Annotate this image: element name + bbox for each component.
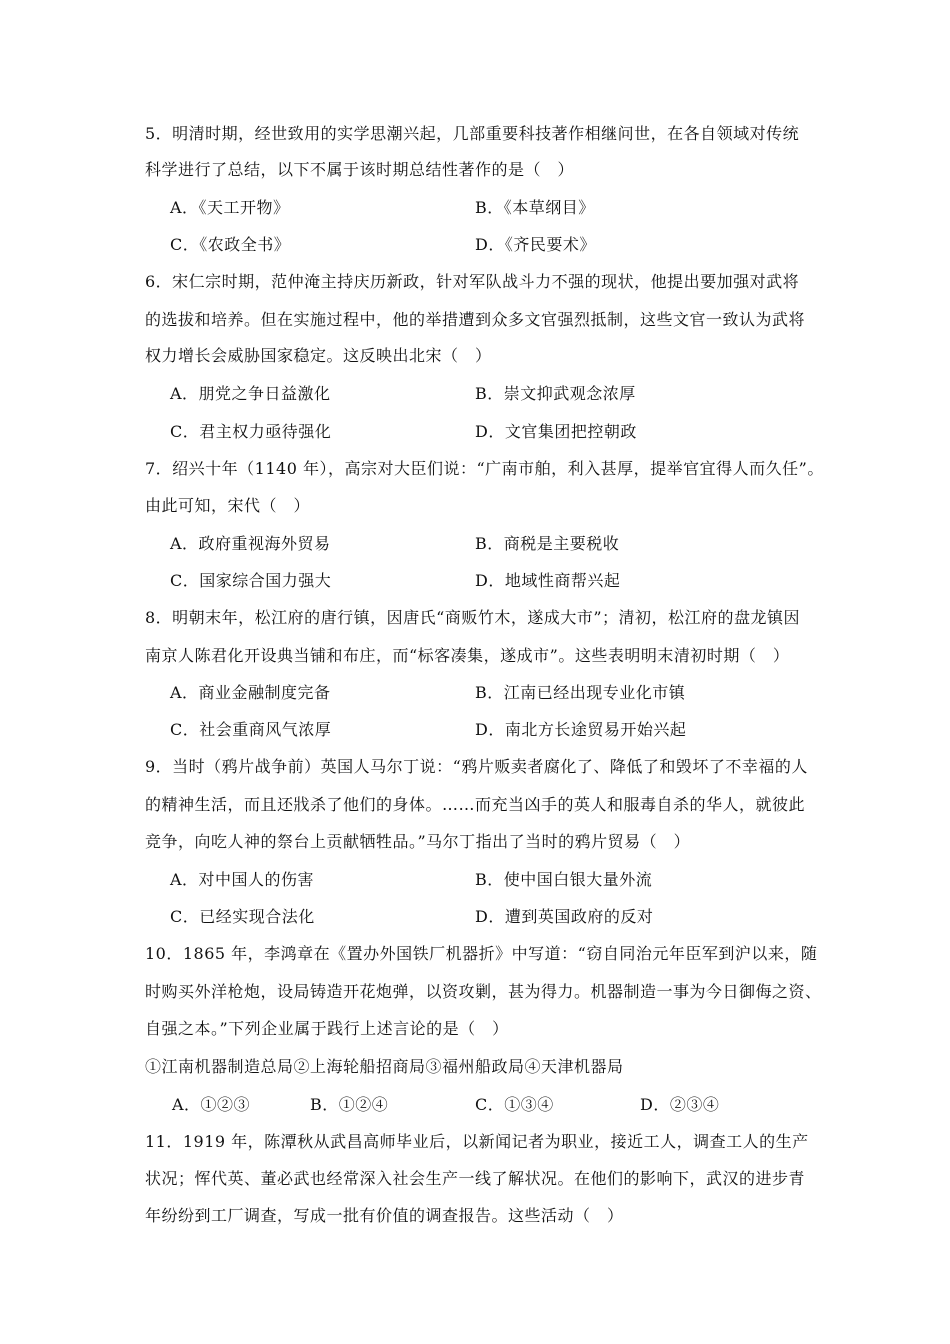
q7-line-2: 由此可知，宋代（ ） <box>145 496 311 515</box>
q9-line-1: 9．当时（鸦片战争前）英国人马尔丁说：“鸦片贩卖者腐化了、降低了和毁坏了不幸福的人 <box>145 757 808 776</box>
q8-option-c: C．社会重商风气浓厚 <box>170 720 332 739</box>
q5-option-d: D．《齐民要术》 <box>475 235 596 254</box>
q5-line-1: 5．明清时期，经世致用的实学思潮兴起，几部重要科技著作相继问世，在各自领域对传统 <box>145 124 800 143</box>
q10-option-a: A．①②③ <box>172 1095 251 1114</box>
q6-line-3: 权力增长会威胁国家稳定。这反映出北宋（ ） <box>145 346 492 365</box>
q9-line-3: 竞争，向吃人神的祭台上贡献牺牲品。”马尔丁指出了当时的鸦片贸易（ ） <box>145 832 691 851</box>
q5-option-b: B．《本草纲目》 <box>475 198 595 217</box>
q11-line-3: 年纷纷到工厂调查，写成一批有价值的调查报告。这些活动（ ） <box>145 1206 624 1225</box>
q7-option-b: B．商税是主要税收 <box>475 534 620 553</box>
q5-option-c: C．《农政全书》 <box>170 235 291 254</box>
q9-option-d: D．遭到英国政府的反对 <box>475 907 654 926</box>
q9-line-2: 的精神生活，而且还戕杀了他们的身体。……而充当凶手的英人和服毒自杀的华人，就彼此 <box>145 795 806 814</box>
q7-option-d: D．地域性商帮兴起 <box>475 571 621 590</box>
q9-option-b: B．使中国白银大量外流 <box>475 870 653 889</box>
q7-line-1: 7．绍兴十年（1140 年），高宗对大臣们说：“广南市舶，利入甚厚，提举官宜得人而久任”。 <box>145 459 824 478</box>
q6-option-a: A．朋党之争日益激化 <box>170 384 331 403</box>
q10-option-d: D．②③④ <box>640 1095 720 1114</box>
q8-option-d: D．南北方长途贸易开始兴起 <box>475 720 687 739</box>
q10-line-4: ①江南机器制造总局②上海轮船招商局③福州船政局④天津机器局 <box>145 1057 624 1076</box>
q6-option-b: B．崇文抑武观念浓厚 <box>475 384 636 403</box>
q6-line-1: 6．宋仁宗时期，范仲淹主持庆历新政，针对军队战斗力不强的现状，他提出要加强对武将 <box>145 272 800 291</box>
q8-option-b: B．江南已经出现专业化市镇 <box>475 683 686 702</box>
q6-option-d: D．文官集团把控朝政 <box>475 422 637 441</box>
q11-line-1: 11．1919 年，陈潭秋从武昌高师毕业后，以新闻记者为职业，接近工人，调查工人的生产 <box>145 1132 809 1151</box>
q8-line-1: 8．明朝末年，松江府的唐行镇，因唐氏“商贩竹木，遂成大市”；清初，松江府的盘龙镇因 <box>145 608 801 627</box>
q10-line-2: 时购买外洋枪炮，设局铸造开花炮弹，以资攻剿，甚为得力。机器制造一事为今日御侮之资、 <box>145 982 822 1001</box>
q8-option-a: A．商业金融制度完备 <box>170 683 331 702</box>
q5-line-2: 科学进行了总结，以下不属于该时期总结性著作的是（ ） <box>145 160 575 179</box>
q6-line-2: 的选拔和培养。但在实施过程中，他的举措遭到众多文官强烈抵制，这些文官一致认为武将 <box>145 310 806 329</box>
q6-option-c: C．君主权力亟待强化 <box>170 422 332 441</box>
q7-option-a: A．政府重视海外贸易 <box>170 534 331 553</box>
q8-line-2: 南京人陈君化开设典当铺和布庄，而“标客凑集，遂成市”。这些表明明末清初时期（ ） <box>145 646 790 665</box>
q9-option-c: C．已经实现合法化 <box>170 907 315 926</box>
q10-line-1: 10．1865 年，李鸿章在《置办外国铁厂机器折》中写道：“窃自同治元年臣军到沪以来，随 <box>145 944 818 963</box>
q10-option-b: B．①②④ <box>310 1095 389 1114</box>
q10-option-c: C．①③④ <box>475 1095 554 1114</box>
q10-line-3: 自强之本。”下列企业属于践行上述言论的是（ ） <box>145 1019 509 1038</box>
q7-option-c: C．国家综合国力强大 <box>170 571 332 590</box>
q9-option-a: A．对中国人的伤害 <box>170 870 315 889</box>
q5-option-a: A．《天工开物》 <box>170 198 290 217</box>
q11-line-2: 状况；恽代英、董必武也经常深入社会生产一线了解状况。在他们的影响下，武汉的进步青 <box>145 1169 806 1188</box>
